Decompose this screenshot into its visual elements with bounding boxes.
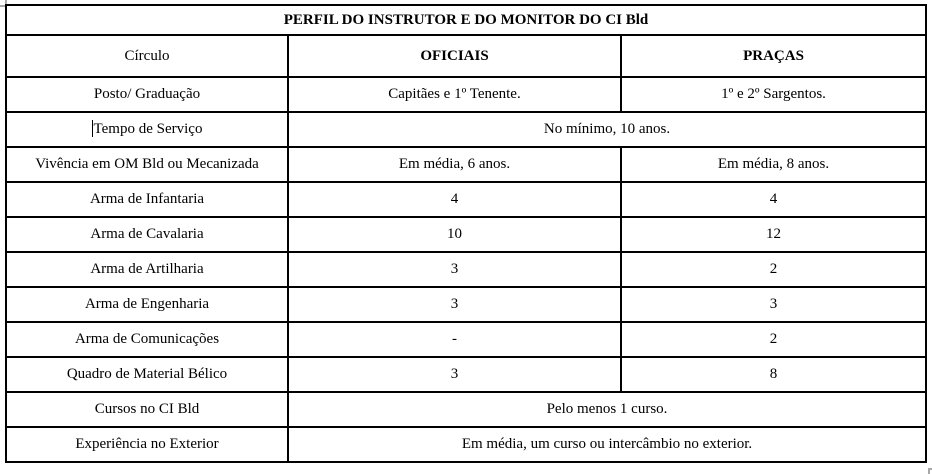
oficiais-cell: 3: [288, 357, 621, 392]
pracas-cell: 3: [621, 287, 926, 322]
row-label-cell: Experiência no Exterior: [6, 427, 288, 462]
pracas-cell: 1º e 2º Sargentos.: [621, 77, 926, 112]
row-label-cell: Cursos no CI Bld: [6, 392, 288, 427]
oficiais-cell: 3: [288, 287, 621, 322]
row-label-cell: Arma de Engenharia: [6, 287, 288, 322]
merged-value-cell: Pelo menos 1 curso.: [288, 392, 926, 427]
pracas-cell: 12: [621, 217, 926, 252]
pracas-cell: 2: [621, 252, 926, 287]
table-row-experiencia-exterior: [6, 427, 926, 462]
row-label-cell: [6, 112, 288, 147]
table-title: PERFIL DO INSTRUTOR E DO MONITOR DO CI Bld: [6, 5, 926, 35]
row-label-cell: Posto/ Graduação: [6, 77, 288, 112]
column-header-pracas: PRAÇAS: [621, 35, 926, 77]
table-row-tempo-de-servico: [6, 112, 926, 147]
oficiais-cell: 3: [288, 252, 621, 287]
row-label-cell: Arma de Artilharia: [6, 252, 288, 287]
title-row: [6, 5, 926, 35]
row-label: Tempo de Serviço: [93, 120, 203, 137]
table-row-arma-infantaria: [6, 182, 926, 217]
table-row-vivencia-om-bld: [6, 147, 926, 182]
text-cursor: [92, 120, 93, 137]
pracas-cell: Em média, 8 anos.: [621, 147, 926, 182]
table-resize-handle-artifact: [928, 468, 932, 474]
table-row-cursos-ci-bld: [6, 392, 926, 427]
oficiais-cell: Em média, 6 anos.: [288, 147, 621, 182]
header-row: [6, 35, 926, 77]
row-label-cell: Vivência em OM Bld ou Mecanizada: [6, 147, 288, 182]
oficiais-cell: 4: [288, 182, 621, 217]
column-header-oficiais: OFICIAIS: [288, 35, 621, 77]
row-label-cell: Arma de Cavalaria: [6, 217, 288, 252]
oficiais-cell: -: [288, 322, 621, 357]
table-row-arma-comunicacoes: [6, 322, 926, 357]
merged-value-cell: No mínimo, 10 anos.: [288, 112, 926, 147]
pracas-cell: 8: [621, 357, 926, 392]
table-row-arma-artilharia: [6, 252, 926, 287]
instructor-profile-table: [5, 4, 927, 463]
table-row-arma-engenharia: [6, 287, 926, 322]
table-row-posto-graduacao: [6, 77, 926, 112]
pracas-cell: 4: [621, 182, 926, 217]
table-row-arma-cavalaria: [6, 217, 926, 252]
row-label-cell: Quadro de Material Bélico: [6, 357, 288, 392]
pracas-cell: 2: [621, 322, 926, 357]
column-header-circulo: Círculo: [6, 35, 288, 77]
row-label-cell: Arma de Comunicações: [6, 322, 288, 357]
oficiais-cell: 10: [288, 217, 621, 252]
merged-value-cell: Em média, um curso ou intercâmbio no exterior.: [288, 427, 926, 462]
table-row-quadro-material-belico: [6, 357, 926, 392]
oficiais-cell: Capitães e 1º Tenente.: [288, 77, 621, 112]
row-label-cell: Arma de Infantaria: [6, 182, 288, 217]
